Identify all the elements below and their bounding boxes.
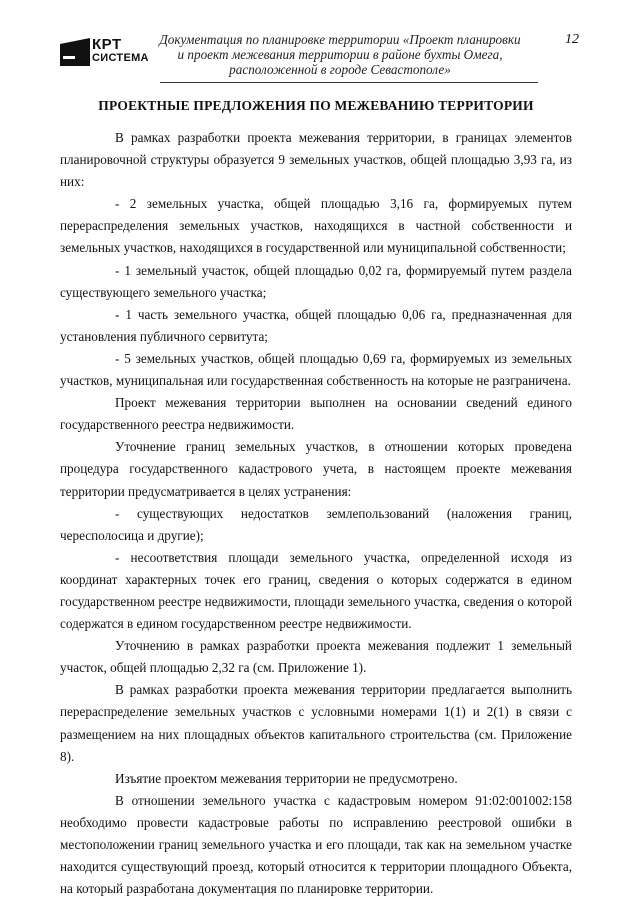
paragraph-redistribution-proposal: В рамках разработки проекта межевания территории предлагается выполнить перераспределение земельных участков с условными номерами 1(1) и 2(1) в связи с размещением на них площадных объектов капитального строительства (см. Приложение 8).: [60, 682, 572, 764]
logo-text-bottom: СИСТЕМА: [92, 52, 149, 64]
section-title: ПРОЕКТНЫЕ ПРЕДЛОЖЕНИЯ ПО МЕЖЕВАНИЮ ТЕРРИТОРИИ: [98, 98, 534, 113]
paragraph-item-redistribution: - 2 земельных участка, общей площадью 3,16 га, формируемых путем перераспределения земельных участков, находящихся в частной собственности и земельных участков, находящихся в государственной или муниципальной собственности;: [60, 196, 572, 256]
logo-mark-icon: [60, 38, 90, 66]
paragraph-item-municipal: - 5 земельных участков, общей площадью 0,69 га, формируемых из земельных участков, муниципальная или государственная собственность на которые не разграничена.: [60, 350, 572, 389]
paragraph-clarification-count: Уточнению в рамках разработки проекта межевания подлежит 1 земельный участок, общей площадью 2,32 га (см. Приложение 1).: [60, 638, 572, 676]
paragraph-item-servitude: - 1 часть земельного участка, общей площадью 0,06 га, предназначенная для установления публичного сервитута;: [60, 306, 572, 344]
paragraph-no-seizure: Изъятие проектом межевания территории не предусмотрено.: [115, 770, 458, 786]
running-title-line-2: и проект межевания территории в районе бухты Омега,: [177, 47, 503, 62]
paragraph-basis: Проект межевания территории выполнен на основании сведений единого государственного реестра недвижимости.: [60, 395, 572, 433]
paragraph-item-deficiencies: - существующих недостатков землепользований (наложения границ, чересполосица и другие);: [60, 505, 572, 543]
running-title-line-3: расположенной в городе Севастополе»: [229, 62, 451, 77]
page-header: [0, 0, 630, 90]
paragraph-item-area-mismatch: - несоответствия площади земельного участка, определенной исходя из координат характерных точек его границ, сведения о которых содержатся в едином государственном реестре недвижимости, площади земельного участка, сведения о которой содержатся в едином государственном реестре недвижимости.: [60, 549, 572, 632]
document-running-title: [150, 32, 530, 77]
running-title-line-1: Документация по планировке территории «Проект планировки: [159, 32, 521, 47]
paragraph-intro: В рамках разработки проекта межевания территории, в границах элементов планировочной структуры образуется 9 земельных участков, общей площадью 3,93 га, из них:: [60, 130, 572, 190]
header-divider: [160, 82, 538, 83]
logo-text-top: КРТ: [92, 36, 122, 53]
document-body: [60, 127, 572, 900]
paragraph-item-division: - 1 земельный участок, общей площадью 0,02 га, формируемый путем раздела существующего земельного участка;: [60, 262, 572, 300]
page-number: 12: [565, 32, 579, 47]
company-logo: [60, 38, 150, 68]
paragraph-boundary-clarification: Уточнение границ земельных участков, в отношении которых проведена процедура государственного кадастрового учета, в настоящем проекте межевания территории предусматривается в целях устранения:: [60, 439, 572, 499]
paragraph-cadastral-error: В отношении земельного участка с кадастровым номером 91:02:001002:158 необходимо провести кадастровые работы по исправлению реестровой ошибки в местоположении границ земельного участка и его площади, так как на земельном участке находится существующий проезд, который относится к территории площадного Объекта, на который разработана документация по планировке территории.: [60, 792, 572, 897]
